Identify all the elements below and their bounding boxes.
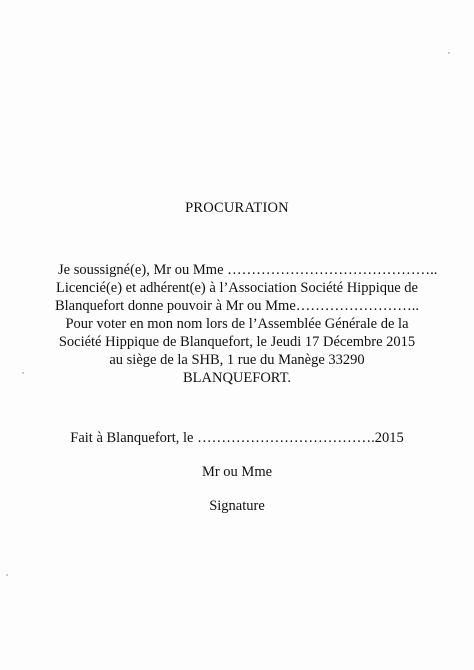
document-title: PROCURATION — [185, 200, 289, 216]
body-line-declarant: Je soussigné(e), Mr ou Mme …………………………………….. — [58, 262, 438, 278]
signature-label: Signature — [209, 498, 265, 514]
scan-speck — [22, 372, 24, 374]
signer-label: Mr ou Mme — [201, 464, 273, 480]
body-line-date: Société Hippique de Blanquefort, le Jeudi 17 Décembre 2015 — [58, 334, 416, 350]
body-line-proxy: Blanquefort donne pouvoir à Mr ou Mme…………………….. — [54, 298, 420, 314]
body-line-city: BLANQUEFORT. — [182, 370, 291, 386]
body-line-address: au siège de la SHB, 1 rue du Manège 33290 — [109, 352, 365, 368]
body-line-membership: Licencié(e) et adhérent(e) à l’Association Société Hippique de — [56, 280, 418, 296]
body-line-vote: Pour voter en mon nom lors de l’Assemblée Générale de la — [65, 316, 409, 332]
scan-speck — [6, 574, 8, 576]
place-date-line: Fait à Blanquefort, le ……………………………….2015 — [70, 430, 404, 446]
scan-speck — [448, 52, 450, 54]
